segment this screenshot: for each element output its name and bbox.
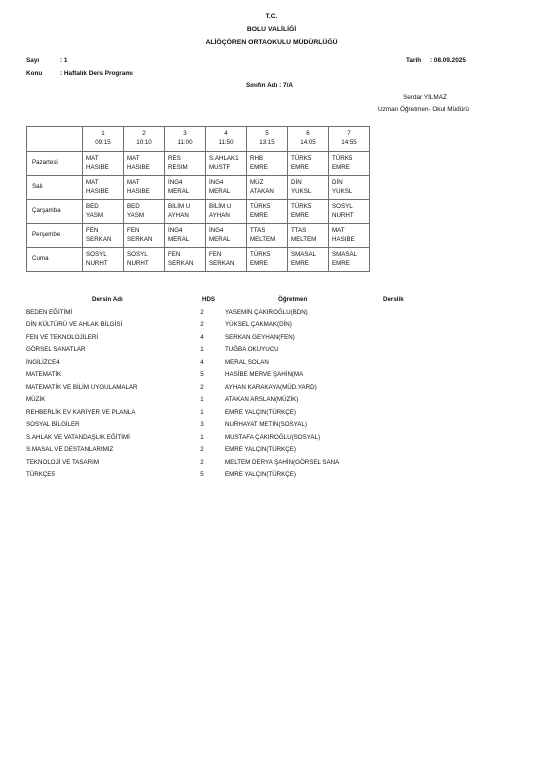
timetable-row bbox=[27, 200, 370, 224]
timetable-body bbox=[27, 152, 370, 272]
lesson-cell bbox=[288, 152, 329, 176]
lesson-code: TÜRK5 bbox=[250, 203, 271, 211]
lesson-code: MAT bbox=[86, 179, 99, 187]
lesson-teacher: YASEMİN ÇAKIROĞLU(BDN) bbox=[225, 308, 308, 316]
lesson-code: FEN bbox=[168, 251, 181, 259]
teacher-code: MELTEM bbox=[250, 235, 276, 243]
tarih-value: : 08.09.2025 bbox=[430, 57, 466, 64]
day-label: Cuma bbox=[27, 248, 83, 272]
teacher-code: YASM bbox=[127, 211, 145, 219]
lesson-teacher: ATAKAN ARSLAN(MÜZİK) bbox=[225, 396, 299, 403]
day-label: Salı bbox=[27, 176, 83, 200]
teacher-code: NURHT bbox=[127, 259, 149, 267]
period-header bbox=[165, 127, 206, 152]
lesson-code: MÜZ bbox=[250, 179, 264, 187]
lesson-cell bbox=[83, 224, 124, 248]
lesson-name: SOSYAL BİLGİLER bbox=[26, 421, 80, 428]
period-header bbox=[288, 127, 329, 152]
lesson-hds: 4 bbox=[200, 333, 204, 341]
day-label: Çarşamba bbox=[27, 200, 83, 224]
period-header bbox=[124, 127, 165, 152]
lesson-code: FEN bbox=[209, 251, 222, 259]
lesson-code: TÜRK5 bbox=[250, 251, 271, 259]
lesson-hds: 2 bbox=[200, 446, 204, 453]
lesson-teacher: AYHAN KARAKAYA(MÜD.YARD) bbox=[225, 383, 317, 391]
lesson-code: DİN bbox=[291, 179, 302, 187]
lesson-cell bbox=[165, 152, 206, 176]
lesson-cell bbox=[329, 152, 370, 176]
lesson-teacher: MELTEM DERYA ŞAHİN(GÖRSEL SANA bbox=[225, 458, 340, 466]
lesson-cell bbox=[288, 200, 329, 224]
lesson-code: İNG4 bbox=[168, 179, 183, 187]
lesson-hds: 5 bbox=[200, 471, 204, 478]
lesson-hds: 1 bbox=[200, 396, 204, 403]
teacher-code: SERKAN bbox=[127, 235, 153, 243]
period-header bbox=[247, 127, 288, 152]
teacher-code: EMRE bbox=[291, 259, 309, 267]
lesson-teacher: EMRE YALÇIN(TÜRKÇE) bbox=[225, 408, 296, 416]
corner-cell bbox=[27, 127, 83, 152]
lesson-name: TEKNOLOJİ VE TASARIM bbox=[26, 458, 100, 466]
teacher-code: EMRE bbox=[250, 259, 268, 267]
lesson-name: İNGİLİZCE4 bbox=[26, 358, 60, 366]
teacher-code: MERAL bbox=[209, 187, 231, 195]
col-lesson-name: Dersin Adı bbox=[92, 296, 123, 303]
lesson-code: İNG4 bbox=[209, 227, 224, 235]
lesson-name: FEN VE TEKNOLOJİLERİ bbox=[26, 333, 99, 341]
lesson-teacher: SERKAN GEYHAN(FEN) bbox=[225, 333, 295, 341]
lesson-code: SOSYL bbox=[127, 251, 148, 259]
lesson-name: DİN KÜLTÜRÜ VE AHLAK BİLGİSİ bbox=[26, 321, 123, 328]
lesson-cell bbox=[124, 248, 165, 272]
header-governorship: BOLU VALİLİĞİ bbox=[246, 26, 297, 33]
lesson-hds: 2 bbox=[200, 458, 204, 466]
weekly-timetable bbox=[26, 126, 370, 272]
teacher-code: SERKAN bbox=[86, 235, 112, 243]
lesson-cell bbox=[329, 200, 370, 224]
col-teacher: Öğretmen bbox=[278, 296, 308, 303]
lesson-name: BEDEN EĞİTİMİ bbox=[26, 308, 73, 316]
period-header bbox=[83, 127, 124, 152]
teacher-code: EMRE bbox=[250, 211, 268, 219]
lesson-cell bbox=[329, 176, 370, 200]
lesson-cell bbox=[247, 176, 288, 200]
header-tc: T.C. bbox=[265, 13, 278, 20]
period-header bbox=[329, 127, 370, 152]
lesson-name: TÜRKÇE5 bbox=[26, 471, 55, 478]
lesson-teacher: MUSTAFA ÇAKIROĞLU(SOSYAL) bbox=[225, 433, 321, 441]
lesson-code: RHB bbox=[250, 155, 264, 163]
lesson-hds: 1 bbox=[200, 346, 204, 353]
lesson-cell bbox=[329, 248, 370, 272]
teacher-code: MERAL bbox=[209, 235, 231, 243]
lesson-teacher: EMRE YALÇIN(TÜRKÇE) bbox=[225, 471, 296, 478]
period-number: 1 bbox=[101, 130, 105, 138]
teacher-code: NURHT bbox=[86, 259, 108, 267]
lesson-code: SOSYL bbox=[86, 251, 107, 259]
period-number: 4 bbox=[224, 130, 228, 138]
teacher-code: AYHAN bbox=[168, 211, 189, 219]
teacher-code: EMRE bbox=[332, 259, 350, 267]
period-time: 13:15 bbox=[259, 139, 275, 146]
day-label: Pazartesi bbox=[27, 152, 83, 176]
lesson-cell bbox=[288, 224, 329, 248]
lesson-teacher: NURHAYAT METİN(SOSYAL) bbox=[225, 421, 307, 428]
period-time: 14:55 bbox=[341, 139, 357, 146]
teacher-code: ATAKAN bbox=[250, 187, 274, 195]
lesson-code: TÜRK5 bbox=[291, 203, 312, 211]
teacher-code: MERAL bbox=[168, 235, 190, 243]
lesson-name: REHBERLİK EV KARİYER VE PLANLA bbox=[26, 408, 136, 416]
lesson-cell bbox=[83, 152, 124, 176]
lesson-code: FEN bbox=[127, 227, 140, 235]
period-number: 5 bbox=[265, 130, 269, 138]
lesson-cell bbox=[206, 200, 247, 224]
lesson-cell bbox=[165, 176, 206, 200]
lesson-code: İNG4 bbox=[209, 179, 224, 187]
lesson-code: MAT bbox=[127, 179, 140, 187]
lesson-cell bbox=[83, 248, 124, 272]
lesson-teacher: YÜKSEL ÇAKMAK(DİN) bbox=[225, 321, 292, 328]
lesson-cell bbox=[247, 224, 288, 248]
lesson-cell bbox=[247, 152, 288, 176]
sayi-label: Sayı bbox=[26, 57, 40, 64]
lesson-cell bbox=[124, 200, 165, 224]
teacher-code: AYHAN bbox=[209, 211, 230, 219]
lesson-hds: 2 bbox=[200, 308, 204, 316]
teacher-code: YUKSL bbox=[291, 187, 312, 195]
teacher-code: EMRE bbox=[291, 163, 309, 171]
sayi-value: : 1 bbox=[60, 57, 68, 64]
teacher-code: HASIBE bbox=[127, 163, 150, 171]
teacher-code: SERKAN bbox=[168, 259, 194, 267]
lesson-code: TÜRK5 bbox=[291, 155, 312, 163]
lesson-cell bbox=[124, 152, 165, 176]
teacher-code: MERAL bbox=[168, 187, 190, 195]
lesson-cell bbox=[247, 248, 288, 272]
period-time: 11:00 bbox=[177, 139, 193, 146]
lesson-cell bbox=[165, 200, 206, 224]
lesson-teacher: EMRE YALÇIN(TÜRKÇE) bbox=[225, 446, 296, 453]
lesson-cell bbox=[288, 176, 329, 200]
lesson-code: RES bbox=[168, 155, 181, 163]
col-room: Derslik bbox=[383, 296, 404, 303]
lesson-hds: 1 bbox=[200, 408, 204, 416]
lesson-name: MÜZİK bbox=[26, 396, 46, 403]
lesson-hds: 4 bbox=[200, 358, 204, 366]
lesson-hds: 3 bbox=[200, 421, 204, 428]
teacher-code: EMRE bbox=[332, 163, 350, 171]
teacher-code: HASIBE bbox=[86, 163, 109, 171]
lesson-cell bbox=[206, 224, 247, 248]
lesson-teacher: TUĞBA OKUYUCU bbox=[225, 346, 279, 353]
teacher-code: SERKAN bbox=[209, 259, 235, 267]
lesson-cell bbox=[165, 224, 206, 248]
lesson-cell bbox=[83, 176, 124, 200]
header-school: ALİÖÇÖREN ORTAOKULU MÜDÜRLÜĞÜ bbox=[205, 39, 338, 46]
period-time: 10:10 bbox=[136, 139, 152, 146]
lesson-teacher: MERAL SOLAN bbox=[225, 358, 269, 366]
day-label: Perşembe bbox=[27, 224, 83, 248]
lesson-code: BED bbox=[127, 203, 140, 211]
timetable-row bbox=[27, 176, 370, 200]
lesson-cell bbox=[124, 224, 165, 248]
teacher-code: YASM bbox=[86, 211, 104, 219]
principal-name: Serdar YILMAZ bbox=[403, 94, 447, 101]
lesson-code: SOSYL bbox=[332, 203, 353, 211]
teacher-code: MUSTF bbox=[209, 163, 231, 171]
period-number: 3 bbox=[183, 130, 187, 138]
teacher-code: HASIBE bbox=[332, 235, 355, 243]
lesson-code: SMASAL bbox=[332, 251, 358, 259]
lesson-code: MAT bbox=[127, 155, 140, 163]
lesson-code: MAT bbox=[332, 227, 345, 235]
period-header bbox=[206, 127, 247, 152]
lesson-name: MATEMATİK VE BİLİM UYGULAMALAR bbox=[26, 383, 138, 391]
teacher-code: HASIBE bbox=[86, 187, 109, 195]
period-number: 6 bbox=[306, 130, 310, 138]
lesson-cell bbox=[206, 176, 247, 200]
lesson-cell bbox=[124, 176, 165, 200]
class-title: Sınıfın Adı : 7/A bbox=[246, 82, 293, 89]
period-time: 14:05 bbox=[300, 139, 316, 146]
teacher-code: EMRE bbox=[250, 163, 268, 171]
teacher-code: EMRE bbox=[291, 211, 309, 219]
tarih-label: Tarih bbox=[406, 57, 422, 64]
lesson-code: DİN bbox=[332, 179, 343, 187]
principal-title: Uzman Öğretmen- Okul Müdürü bbox=[378, 106, 469, 113]
konu-value: : Haftalık Ders Programı bbox=[60, 70, 133, 77]
lesson-cell bbox=[83, 200, 124, 224]
lesson-cell bbox=[247, 200, 288, 224]
lesson-cell bbox=[206, 248, 247, 272]
lesson-code: MAT bbox=[86, 155, 99, 163]
timetable-row bbox=[27, 224, 370, 248]
period-time: 09:15 bbox=[95, 139, 111, 146]
lesson-name: S.AHLAK VE VATANDAŞLIK EĞİTİMİ bbox=[26, 433, 130, 441]
lesson-teacher: HASİBE MERVE ŞAHİN(MA bbox=[225, 371, 304, 378]
lesson-code: S.AHLAK1 bbox=[209, 155, 239, 163]
lesson-code: FEN bbox=[86, 227, 99, 235]
lesson-cell bbox=[165, 248, 206, 272]
lesson-code: TTAS bbox=[291, 227, 307, 235]
lesson-code: TÜRK5 bbox=[332, 155, 353, 163]
teacher-code: HASIBE bbox=[127, 187, 150, 195]
lesson-hds: 1 bbox=[200, 433, 204, 441]
period-time: 11:50 bbox=[218, 139, 234, 146]
timetable-row bbox=[27, 152, 370, 176]
period-number: 7 bbox=[347, 130, 351, 138]
col-hds: HDS bbox=[202, 296, 216, 303]
teacher-code: YUKSL bbox=[332, 187, 353, 195]
lesson-code: BİLİM U bbox=[168, 203, 191, 211]
period-number: 2 bbox=[142, 130, 146, 138]
konu-label: Konu bbox=[26, 70, 43, 77]
lesson-code: BED bbox=[86, 203, 99, 211]
lesson-code: BİLİM U bbox=[209, 203, 232, 211]
teacher-code: MELTEM bbox=[291, 235, 317, 243]
lesson-cell bbox=[206, 152, 247, 176]
lesson-hds: 2 bbox=[200, 321, 204, 328]
lesson-name: S.MASAL VE DESTANLARIMIZ bbox=[26, 446, 114, 453]
lesson-hds: 2 bbox=[200, 383, 204, 391]
lesson-code: SMASAL bbox=[291, 251, 317, 259]
lesson-name: MATEMATİK bbox=[26, 371, 62, 378]
lesson-cell bbox=[288, 248, 329, 272]
lesson-code: TTAS bbox=[250, 227, 266, 235]
teacher-code: RESIM bbox=[168, 163, 188, 171]
lesson-code: İNG4 bbox=[168, 227, 183, 235]
timetable-header-row bbox=[27, 127, 370, 152]
lesson-hds: 5 bbox=[200, 371, 204, 378]
teacher-code: NURHT bbox=[332, 211, 354, 219]
lesson-name: GÖRSEL SANATLAR bbox=[26, 346, 86, 353]
lesson-cell bbox=[329, 224, 370, 248]
timetable-row bbox=[27, 248, 370, 272]
